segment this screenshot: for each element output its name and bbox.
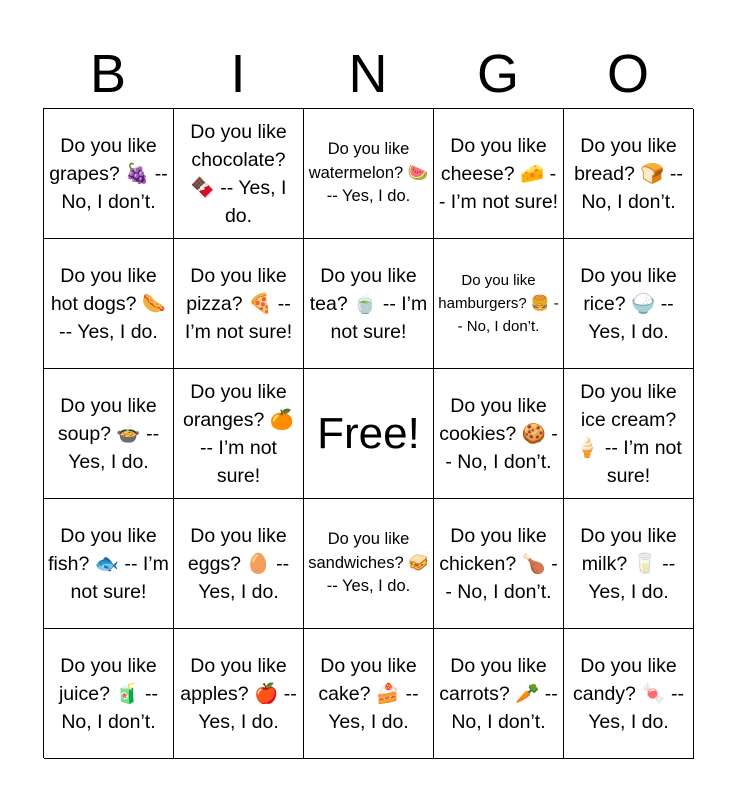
cell-text: Do you like bread? 🍞 -- No, I don’t. xyxy=(574,134,683,213)
bingo-cell[interactable] xyxy=(434,629,564,759)
cell-text: Do you like juice? 🧃 -- No, I don’t. xyxy=(58,654,159,733)
bingo-board xyxy=(43,108,693,758)
bingo-cell[interactable] xyxy=(564,239,694,369)
cell-text: Do you like candy? 🍬 -- Yes, I do. xyxy=(573,654,684,733)
bingo-cell[interactable] xyxy=(304,239,434,369)
cell-text: Do you like eggs? 🥚 -- Yes, I do. xyxy=(187,524,290,603)
bingo-cell[interactable] xyxy=(304,499,434,629)
header-letter-b: B xyxy=(89,44,127,104)
bingo-cell[interactable] xyxy=(44,109,174,239)
bingo-cell[interactable] xyxy=(304,629,434,759)
header-letter-i: I xyxy=(230,44,246,104)
header-letter-o: O xyxy=(606,44,649,104)
cell-text: Do you like carrots? 🥕 -- No, I don’t. xyxy=(439,654,558,733)
cell-text: Do you like grapes? 🍇 -- No, I don’t. xyxy=(49,134,168,213)
header-letter-g: G xyxy=(476,44,519,104)
cell-text: Do you like pizza? 🍕 -- I’m not sure! xyxy=(184,264,293,343)
bingo-header xyxy=(43,40,693,108)
bingo-cell[interactable] xyxy=(44,239,174,369)
cell-text: Do you like chocolate? 🍫 -- Yes, I do. xyxy=(190,120,287,227)
cell-text: Do you like apples? 🍎 -- Yes, I do. xyxy=(180,654,297,733)
bingo-cell[interactable] xyxy=(434,239,564,369)
cell-text: Do you like chicken? 🍗 -- No, I don’t. xyxy=(439,524,558,603)
bingo-cell[interactable] xyxy=(44,629,174,759)
bingo-cell[interactable] xyxy=(434,109,564,239)
cell-text: Do you like milk? 🥛 -- Yes, I do. xyxy=(580,524,677,603)
cell-text: Do you like hamburgers? 🍔 -- No, I don’t. xyxy=(438,272,559,335)
cell-text: Do you like ice cream? 🍦 -- I’m not sure! xyxy=(575,380,682,487)
bingo-cell[interactable] xyxy=(564,629,694,759)
bingo-cell[interactable] xyxy=(174,109,304,239)
cell-text: Do you like oranges? 🍊 -- I’m not sure! xyxy=(182,380,294,487)
bingo-cell[interactable] xyxy=(564,369,694,499)
bingo-cell[interactable] xyxy=(174,499,304,629)
free-space-cell[interactable] xyxy=(304,369,434,499)
cell-text: Do you like hot dogs? 🌭 -- Yes, I do. xyxy=(50,264,167,343)
bingo-cell[interactable] xyxy=(564,499,694,629)
cell-text: Do you like rice? 🍚 -- Yes, I do. xyxy=(580,264,677,343)
bingo-cell[interactable] xyxy=(564,109,694,239)
cell-text: Do you like watermelon? 🍉 -- Yes, I do. xyxy=(308,140,429,206)
free-space-text: Free! xyxy=(317,408,420,458)
bingo-cell[interactable] xyxy=(434,369,564,499)
cell-text: Do you like tea? 🍵 -- I’m not sure! xyxy=(309,264,428,343)
bingo-cell[interactable] xyxy=(174,629,304,759)
bingo-cell[interactable] xyxy=(174,369,304,499)
cell-text: Do you like sandwiches? 🥪 -- Yes, I do. xyxy=(308,530,429,596)
bingo-cell[interactable] xyxy=(434,499,564,629)
cell-text: Do you like cheese? 🧀 -- I’m not sure! xyxy=(438,134,559,213)
cell-text: Do you like fish? 🐟 -- I’m not sure! xyxy=(48,524,169,603)
bingo-cell[interactable] xyxy=(304,109,434,239)
header-letter-n: N xyxy=(348,44,388,104)
bingo-cell[interactable] xyxy=(174,239,304,369)
cell-text: Do you like cookies? 🍪 -- No, I don’t. xyxy=(439,394,558,473)
bingo-cell[interactable] xyxy=(44,369,174,499)
cell-text: Do you like soup? 🍲 -- Yes, I do. xyxy=(57,394,160,473)
bingo-cell[interactable] xyxy=(44,499,174,629)
cell-text: Do you like cake? 🍰 -- Yes, I do. xyxy=(318,654,419,733)
